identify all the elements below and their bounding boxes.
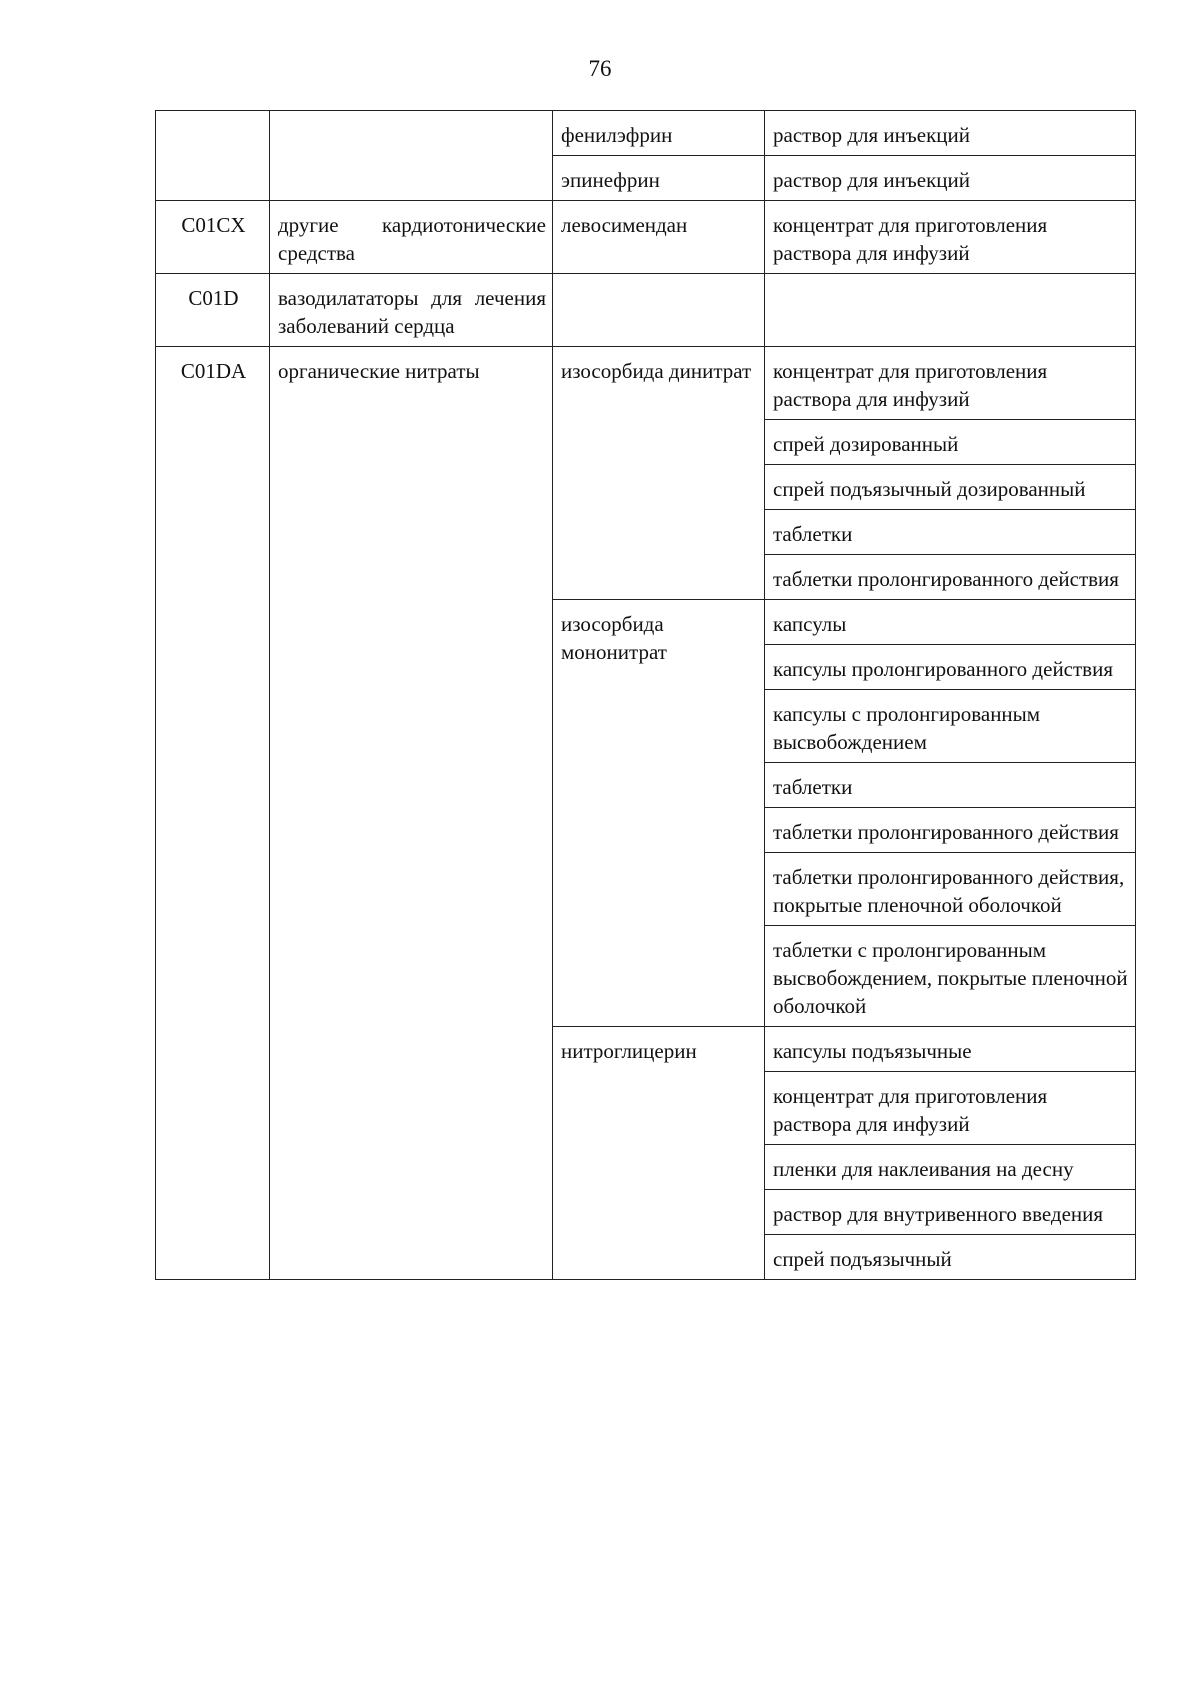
dosage-form-cell: таблетки — [765, 763, 1136, 808]
dosage-form-cell: раствор для инъекций — [765, 156, 1136, 201]
group-name-cell: вазодилататоры для лечения заболеваний сердца — [270, 274, 553, 347]
table-row — [156, 347, 1136, 420]
page-number: 76 — [588, 56, 612, 81]
drug-name-cell: изосорбида динитрат — [553, 347, 765, 600]
table-row — [156, 274, 1136, 347]
dosage-form-cell: концентрат для приготовления раствора для инфузий — [765, 1072, 1136, 1145]
drug-name-cell: эпинефрин — [553, 156, 765, 201]
drug-name-cell: фенилэфрин — [553, 111, 765, 156]
group-name-cell: другие кардиотонические средства — [270, 201, 553, 274]
dosage-form-cell: таблетки с пролонгированным высвобождением, покрытые пленочной оболочкой — [765, 926, 1136, 1027]
dosage-form-cell: концентрат для приготовления раствора для инфузий — [765, 347, 1136, 420]
drug-name-cell: левосимендан — [553, 201, 765, 274]
dosage-form-cell — [765, 274, 1136, 347]
dosage-form-cell: раствор для инъекций — [765, 111, 1136, 156]
dosage-form-cell: спрей дозированный — [765, 420, 1136, 465]
dosage-form-cell: капсулы с пролонгированным высвобождением — [765, 690, 1136, 763]
dosage-form-cell: пленки для наклеивания на десну — [765, 1145, 1136, 1190]
atc-code-cell: C01CX — [156, 201, 270, 274]
table-row — [156, 111, 1136, 156]
dosage-form-cell: таблетки — [765, 510, 1136, 555]
atc-code-cell: C01DA — [156, 347, 270, 1280]
drug-table — [155, 110, 1136, 1280]
drug-name-cell — [553, 274, 765, 347]
group-name-cell: органические нитраты — [270, 347, 553, 1280]
dosage-form-cell: концентрат для приготовления раствора для инфузий — [765, 201, 1136, 274]
dosage-form-cell: таблетки пролонгированного действия, покрытые пленочной оболочкой — [765, 853, 1136, 926]
dosage-form-cell: капсулы пролонгированного действия — [765, 645, 1136, 690]
dosage-form-cell: таблетки пролонгированного действия — [765, 808, 1136, 853]
dosage-form-cell: спрей подъязычный — [765, 1235, 1136, 1280]
atc-code-cell: C01D — [156, 274, 270, 347]
group-name-cell — [270, 111, 553, 201]
drug-name-cell: изосорбида мононитрат — [553, 600, 765, 1027]
atc-code-cell — [156, 111, 270, 201]
dosage-form-cell: капсулы подъязычные — [765, 1027, 1136, 1072]
dosage-form-cell: раствор для внутривенного введения — [765, 1190, 1136, 1235]
table-row — [156, 201, 1136, 274]
drug-name-cell: нитроглицерин — [553, 1027, 765, 1280]
dosage-form-cell: капсулы — [765, 600, 1136, 645]
dosage-form-cell: спрей подъязычный дозированный — [765, 465, 1136, 510]
dosage-form-cell: таблетки пролонгированного действия — [765, 555, 1136, 600]
